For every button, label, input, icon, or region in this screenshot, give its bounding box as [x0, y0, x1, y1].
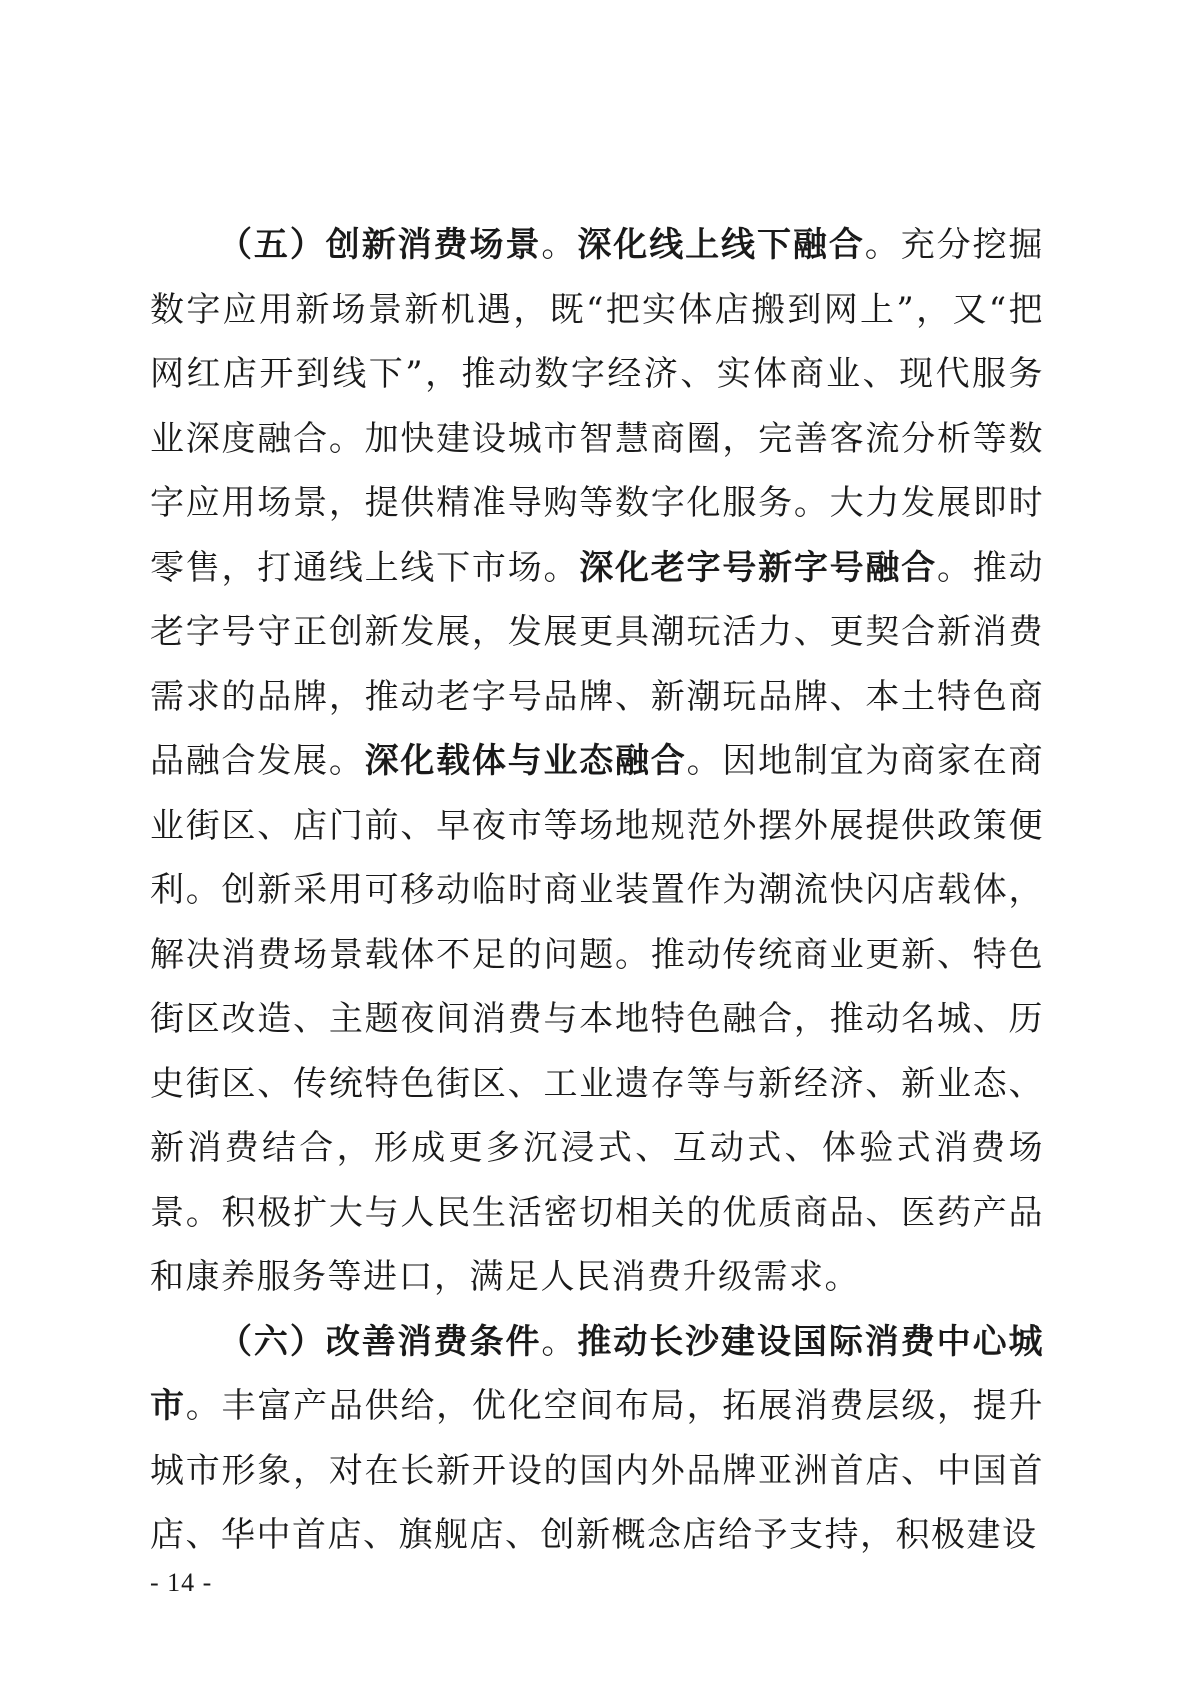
body-text: 。丰富产品供给，优化空间布局，拓展消费层级，提升城市形象，对在长新开设的国内外品牌亚洲首店、中国首店、华中首店、旗舰店、创新概念店给予支持，积极建设 [150, 1386, 1045, 1555]
subheading-carrier-format: 深化载体与业态融合 [364, 741, 687, 781]
section-heading-6: （六）改善消费条件 [218, 1321, 542, 1362]
section-heading-5: （五）创新消费场景 [218, 225, 542, 265]
body-text: 。充分挖掘数字应用新场景新机遇，既“把实体店搬到网上”，又“把网红店开到线下”，推动数字经济、实体商业、现代服务业深度融合。加快建设城市智慧商圈，完善客流分析等数字应用场景，提供精准导购等数字化服务。大力发展即时零售，打通线上线下市场。 [150, 225, 1045, 588]
body-text: 。因地制宜为商家在商业街区、店门前、早夜市等场地规范外摆外展提供政策便利。创新采用可移动临时商业装置作为潮流快闪店载体，解决消费场景载体不足的问题。推动传统商业更新、特色街区改造、主题夜间消费与本地特色融合，推动名城、历史街区、传统特色街区、工业遗存等与新经济、新业态、新消费结合，形成更多沉浸式、互动式、体验式消费场景。积极扩大与人民生活密切相关的优质商品、医药产品和康养服务等进口，满足人民消费升级需求。 [150, 741, 1044, 1297]
body-text: 。推动老字号守正创新发展，发展更具潮玩活力、更契合新消费需求的品牌，推动老字号品牌、新潮玩品牌、本土特色商品融合发展。 [150, 547, 1045, 781]
document-body [150, 213, 1044, 1568]
subheading-online-offline: 深化线上线下融合 [577, 225, 865, 265]
subheading-old-new-brands: 深化老字号新字号融合 [579, 547, 937, 588]
page-number: - 14 - [150, 1568, 213, 1597]
paragraph-section-6 [150, 1310, 1044, 1568]
body-text: 。 [541, 1321, 578, 1362]
body-text: 。 [541, 225, 578, 265]
paragraph-section-5 [150, 213, 1044, 1310]
subheading-changsha-center: 推动长沙建设国际消费中心城市 [150, 1321, 1045, 1426]
